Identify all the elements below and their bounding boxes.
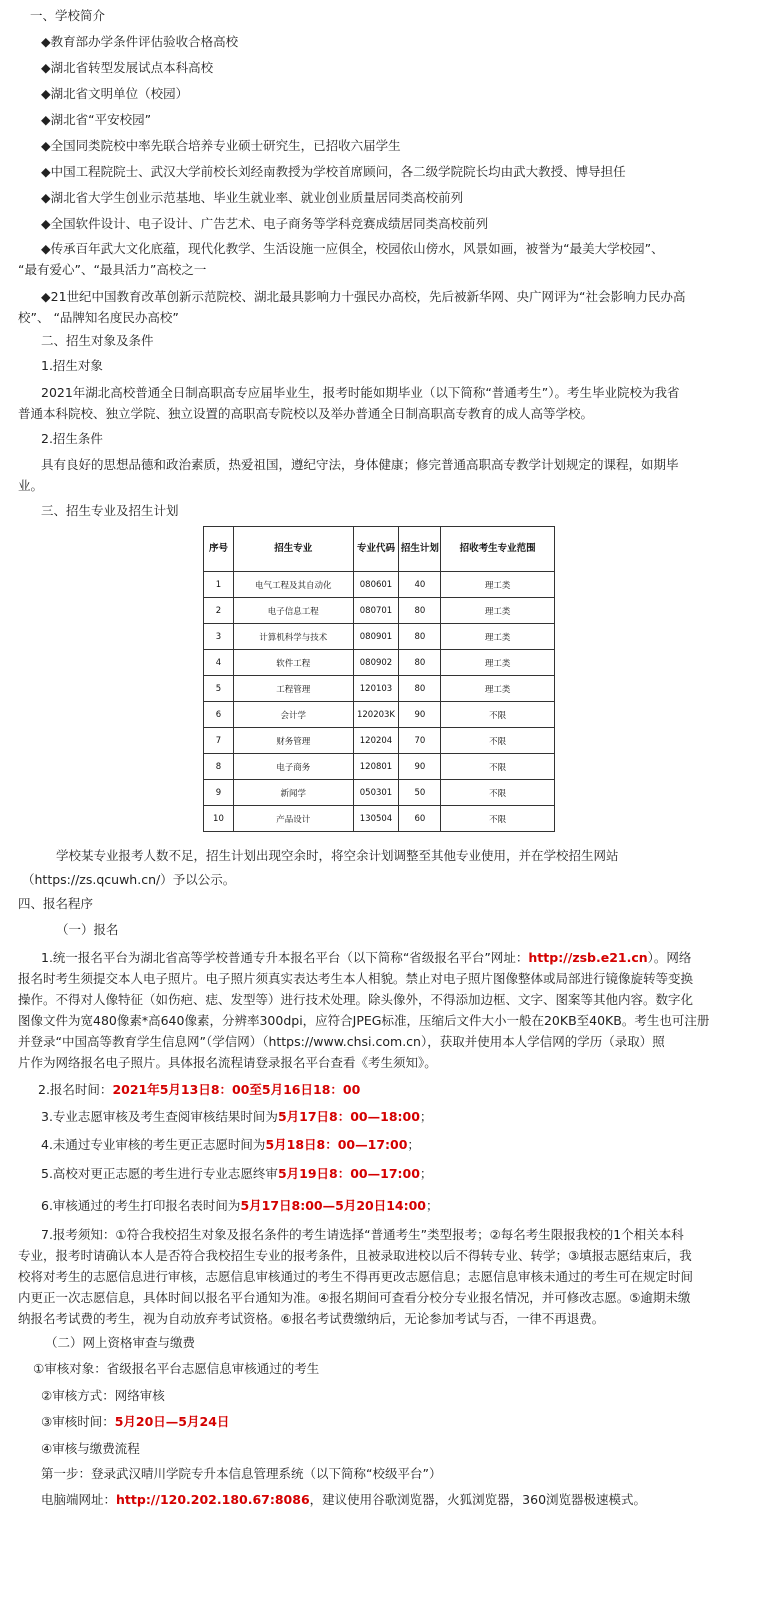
table-row (204, 650, 555, 676)
table-cell: 新闻学 (233, 780, 353, 806)
review-time: ③审核时间：5月20日—5月24日 (41, 1414, 230, 1429)
table-cell: 计算机科学与技术 (233, 624, 353, 650)
platform-url-link[interactable]: http://zsb.e21.cn (528, 950, 648, 965)
section-heading-plan: 三、招生专业及招生计划 (41, 503, 179, 518)
table-cell: 120801 (353, 754, 399, 780)
table-cell: 80 (399, 650, 441, 676)
table-cell: 6 (204, 702, 234, 728)
column-header: 招生计划 (399, 527, 441, 572)
sub-heading: 2.招生条件 (41, 431, 103, 446)
table-cell: 5 (204, 676, 234, 702)
paragraph-line: 7.报考须知：①符合我校招生对象及报名条件的考生请选择“普通考生”类型报考；②每名考生限报我校的1个相关本科 (41, 1227, 684, 1242)
table-row (204, 598, 555, 624)
table-cell: 70 (399, 728, 441, 754)
table-cell: 理工类 (441, 572, 555, 598)
table-cell: 财务管理 (233, 728, 353, 754)
column-header: 招收考生专业范围 (441, 527, 555, 572)
enrollment-plan-table (203, 526, 555, 832)
table-cell: 8 (204, 754, 234, 780)
sub-heading: （一）报名 (56, 922, 119, 937)
table-row (204, 780, 555, 806)
table-cell: 080901 (353, 624, 399, 650)
table-cell: 120103 (353, 676, 399, 702)
paragraph-line: 图像文件为宽480像素*高640像素，分辨率300dpi，应符合JPEG标准，压缩后文件大小一般在20KB至40KB。考生也可注册 (18, 1013, 710, 1028)
table-cell: 120204 (353, 728, 399, 754)
print-form-time: 6.审核通过的考生打印报名表时间为5月17日8:00—5月20日14:00； (41, 1198, 439, 1213)
review-method: ②审核方式：网络审核 (41, 1388, 165, 1403)
table-cell: 120203K (353, 702, 399, 728)
intro-bullet-cont: 校”、 “品牌知名度民办高校” (18, 310, 179, 325)
section-heading-intro: 一、学校简介 (30, 8, 106, 23)
table-cell: 60 (399, 806, 441, 832)
table-row (204, 806, 555, 832)
table-row (204, 728, 555, 754)
table-cell: 软件工程 (233, 650, 353, 676)
table-cell: 不限 (441, 780, 555, 806)
table-row (204, 754, 555, 780)
table-cell: 工程管理 (233, 676, 353, 702)
intro-bullet-cont: “最有爱心”、“最具活力”高校之一 (18, 262, 207, 277)
table-row (204, 702, 555, 728)
table-cell: 80 (399, 676, 441, 702)
plan-note: 学校某专业报考人数不足，招生计划出现空余时，将空余计划调整至其他专业使用，并在学校招生网站 (56, 848, 619, 863)
step-one: 第一步：登录武汉晴川学院专升本信息管理系统（以下简称“校级平台”） (41, 1466, 442, 1481)
paragraph-line: 专业，报考时请确认本人是否符合我校招生专业的报考条件，且被录取进校以后不得转专业、转学；③填报志愿结束后，我 (18, 1248, 692, 1263)
intro-bullet: ◆传承百年武大文化底蕴，现代化教学、生活设施一应俱全，校园依山傍水，风景如画，被誉为“最美大学校园”、 (41, 241, 664, 256)
table-cell: 050301 (353, 780, 399, 806)
sub-heading: 1.招生对象 (41, 358, 103, 373)
paragraph-line: 纳报名考试费的考生，视为自动放弃考试资格。⑥报名考试费缴纳后，无论参加考试与否，一律不再退费。 (18, 1311, 605, 1326)
intro-bullet: ◆湖北省转型发展试点本科高校 (41, 60, 214, 75)
table-cell: 80 (399, 598, 441, 624)
final-review-time: 5.高校对更正志愿的考生进行专业志愿终审5月19日8：00—17:00； (41, 1166, 433, 1181)
plan-note-url[interactable]: （https://zs.qcuwh.cn/）予以公示。 (22, 872, 236, 887)
column-header: 序号 (204, 527, 234, 572)
paragraph-line: 报名时考生须提交本人电子照片。电子照片须真实表达考生本人相貌。禁止对电子照片图像整体或局部进行镜像旋转等变换 (18, 971, 694, 986)
table-cell: 90 (399, 702, 441, 728)
intro-bullet: ◆21世纪中国教育改革创新示范院校、湖北最具影响力十强民办高校，先后被新华网、央广网评为“社会影响力民办高 (41, 289, 686, 304)
table-header-row (204, 527, 555, 572)
registration-time: 2.报名时间：2021年5月13日8：00至5月16日18：00 (38, 1082, 361, 1097)
intro-bullet: ◆湖北省大学生创业示范基地、毕业生就业率、就业创业质量居同类高校前列 (41, 190, 464, 205)
table-cell: 不限 (441, 702, 555, 728)
table-cell: 4 (204, 650, 234, 676)
review-flow: ④审核与缴费流程 (41, 1441, 140, 1456)
paragraph-line: 片作为网络报名电子照片。具体报名流程请登录报名平台查看《考生须知》。 (18, 1055, 437, 1070)
paragraph-line: 内更正一次志愿信息，具体时间以报名平台通知为准。④报名期间可查看分校分专业报名情况，并可修改志愿。⑤逾期未缴 (18, 1290, 691, 1305)
table-cell: 不限 (441, 728, 555, 754)
table-cell: 理工类 (441, 624, 555, 650)
table-cell: 130504 (353, 806, 399, 832)
paragraph-line: 2021年湖北高校普通全日制高职高专应届毕业生，报考时能如期毕业（以下简称“普通考生”）。考生毕业院校为我省 (41, 385, 680, 400)
paragraph-line: 校将对考生的志愿信息进行审核，志愿信息审核通过的考生不得再更改志愿信息；志愿信息审核未通过的考生可在规定时间 (18, 1269, 694, 1284)
intro-bullet: ◆全国同类院校中率先联合培养专业硕士研究生，已招收六届学生 (41, 138, 401, 153)
correction-time: 4.未通过专业审核的考生更正志愿时间为5月18日8：00—17:00； (41, 1137, 420, 1152)
table-cell: 50 (399, 780, 441, 806)
table-cell: 9 (204, 780, 234, 806)
section-heading-eligibility: 二、招生对象及条件 (41, 333, 154, 348)
paragraph-line: 1.统一报名平台为湖北省高等学校普通专升本报名平台（以下简称“省级报名平台”网址：http://zsb.e21.cn）。网络 (41, 950, 692, 965)
review-target: ①审核对象：省级报名平台志愿信息审核通过的考生 (33, 1361, 320, 1376)
table-cell: 不限 (441, 806, 555, 832)
intro-bullet: ◆湖北省文明单位（校园） (41, 86, 189, 101)
table-row (204, 624, 555, 650)
paragraph-line: 操作。不得对人像特征（如伤疤、痣、发型等）进行技术处理。除头像外，不得添加边框、文字、图案等其他内容。数字化 (18, 992, 694, 1007)
system-url-link[interactable]: http://120.202.180.67:8086 (116, 1492, 310, 1507)
table-cell: 080902 (353, 650, 399, 676)
table-cell: 3 (204, 624, 234, 650)
table-cell: 理工类 (441, 598, 555, 624)
sub-heading: （二）网上资格审查与缴费 (45, 1335, 196, 1350)
table-row (204, 572, 555, 598)
table-cell: 电子商务 (233, 754, 353, 780)
table-cell: 7 (204, 728, 234, 754)
table-cell: 电气工程及其自动化 (233, 572, 353, 598)
table-cell: 产品设计 (233, 806, 353, 832)
table-cell: 理工类 (441, 676, 555, 702)
column-header: 招生专业 (233, 527, 353, 572)
intro-bullet: ◆教育部办学条件评估验收合格高校 (41, 34, 239, 49)
paragraph-line: 并登录“中国高等教育学生信息网”（学信网）（https://www.chsi.com.cn），获取并使用本人学信网的学历（录取）照 (18, 1034, 665, 1049)
paragraph-line: 业。 (18, 478, 44, 493)
table-cell: 90 (399, 754, 441, 780)
table-cell: 080601 (353, 572, 399, 598)
column-header: 专业代码 (353, 527, 399, 572)
paragraph-line: 具有良好的思想品德和政治素质，热爱祖国，遵纪守法，身体健康；修完普通高职高专教学计划规定的课程，如期毕 (41, 457, 679, 472)
table-cell: 理工类 (441, 650, 555, 676)
table-cell: 40 (399, 572, 441, 598)
review-result-time: 3.专业志愿审核及考生查阅审核结果时间为5月17日8：00—18:00； (41, 1109, 433, 1124)
table-cell: 2 (204, 598, 234, 624)
table-cell: 不限 (441, 754, 555, 780)
table-cell: 会计学 (233, 702, 353, 728)
table-cell: 电子信息工程 (233, 598, 353, 624)
table-row (204, 676, 555, 702)
section-heading-procedure: 四、报名程序 (18, 896, 94, 911)
pc-url-line: 电脑端网址：http://120.202.180.67:8086，建议使用谷歌浏览器，火狐浏览器，360浏览器极速模式。 (41, 1492, 647, 1507)
table-cell: 1 (204, 572, 234, 598)
intro-bullet: ◆全国软件设计、电子设计、广告艺术、电子商务等学科竞赛成绩居同类高校前列 (41, 216, 489, 231)
intro-bullet: ◆湖北省“平安校园” (41, 112, 152, 127)
table-cell: 10 (204, 806, 234, 832)
intro-bullet: ◆中国工程院院士、武汉大学前校长刘经南教授为学校首席顾问，各二级学院院长均由武大教授、博导担任 (41, 164, 626, 179)
paragraph-line: 普通本科院校、独立学院、独立设置的高职高专院校以及举办普通全日制高职高专教育的成人高等学校。 (18, 406, 594, 421)
table-cell: 080701 (353, 598, 399, 624)
table-cell: 80 (399, 624, 441, 650)
